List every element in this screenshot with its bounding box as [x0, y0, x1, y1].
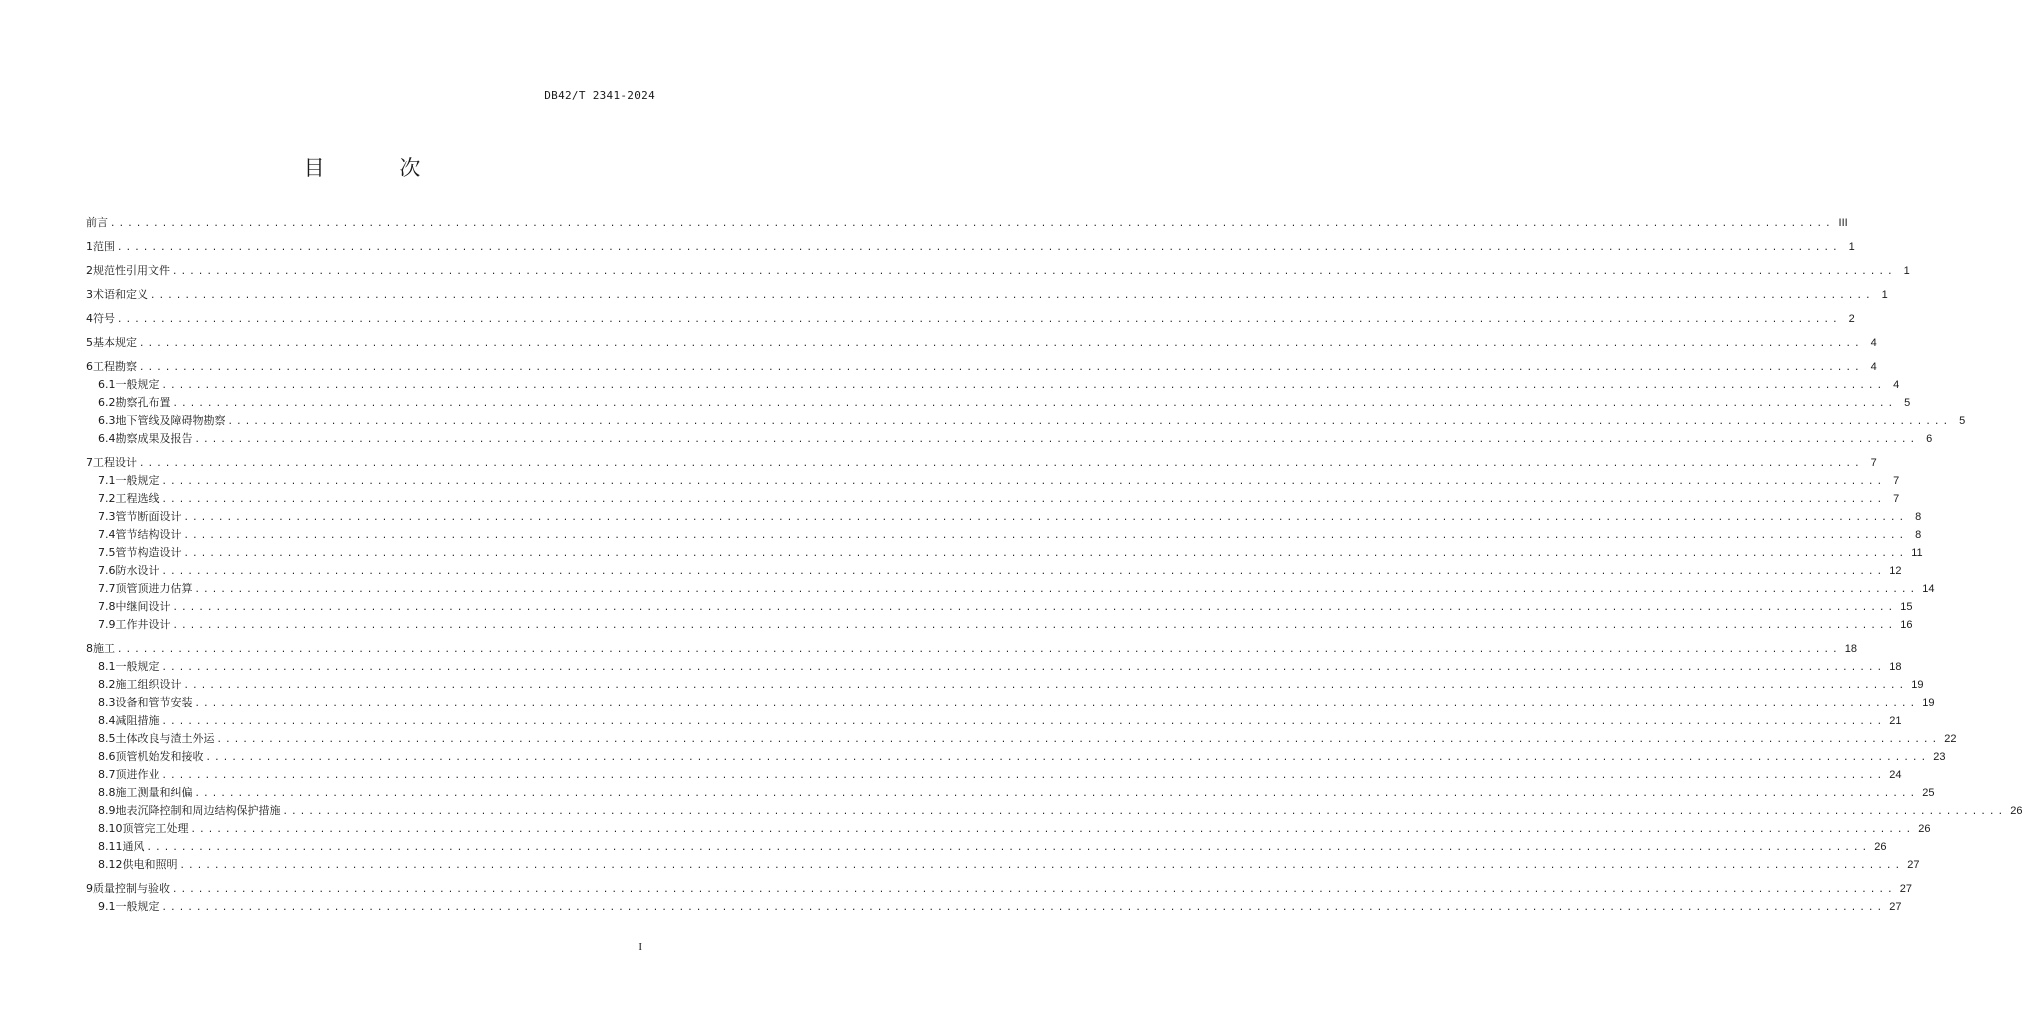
toc-entry[interactable]	[86, 414, 1966, 428]
toc-entry-label: 工作井设计	[115, 618, 171, 631]
toc-entry-label: 顶进作业	[115, 768, 160, 781]
toc-entry-label: 一般规定	[115, 474, 160, 487]
toc-dot-leader: ........................................................................................................................................................................................................	[117, 243, 1841, 253]
toc-entry-number: 6.3	[98, 414, 116, 427]
toc-entry-number: 4	[86, 312, 93, 325]
toc-entry[interactable]	[86, 336, 1877, 350]
toc-dot-leader: ........................................................................................................................................................................................................	[194, 435, 1919, 445]
toc-entry[interactable]	[86, 474, 1900, 488]
toc-entry-number: 7.1	[98, 474, 116, 487]
toc-entry[interactable]	[86, 714, 1902, 728]
toc-entry-label: 基本规定	[93, 336, 137, 349]
toc-entry-page: 4	[1870, 337, 1877, 349]
toc-entry[interactable]	[86, 528, 1922, 542]
toc-dot-leader: ........................................................................................................................................................................................................	[146, 843, 1871, 853]
toc-entry[interactable]	[86, 618, 1913, 632]
toc-entry-page: 5	[1904, 397, 1911, 409]
toc-entry[interactable]	[86, 432, 1933, 446]
toc-entry-page: 27	[1907, 859, 1920, 871]
toc-dot-leader: ........................................................................................................................................................................................................	[161, 903, 1886, 913]
toc-dot-leader: ........................................................................................................................................................................................................	[139, 459, 1863, 469]
toc-entry-page: 14	[1922, 583, 1935, 595]
toc-entry-page: 27	[1899, 883, 1912, 895]
toc-entry-page: 16	[1900, 619, 1913, 631]
toc-entry-label: 地下管线及障碍物勘察	[115, 414, 226, 427]
toc-entry[interactable]	[86, 600, 1913, 614]
toc-entry-number: 9.1	[98, 900, 116, 913]
toc-entry-number: 7.8	[98, 600, 116, 613]
toc-entry-number: 3	[86, 288, 93, 301]
toc-entry-page: 7	[1870, 457, 1877, 469]
toc-entry-label: 供电和照明	[122, 858, 178, 871]
toc-entry[interactable]	[86, 456, 1877, 470]
toc-dot-leader: ........................................................................................................................................................................................................	[110, 219, 1834, 229]
toc-entry-page: 6	[1926, 433, 1933, 445]
toc-entry-label: 地表沉降控制和周边结构保护措施	[115, 804, 281, 817]
toc-entry[interactable]	[86, 732, 1957, 746]
toc-entry-number: 8.10	[98, 822, 123, 835]
footer-page-number: I	[638, 941, 642, 953]
toc-entry[interactable]	[86, 858, 1920, 872]
toc-entry-number: 8.4	[98, 714, 116, 727]
toc-entry-number: 7.3	[98, 510, 116, 523]
toc-entry-number: 8.7	[98, 768, 116, 781]
toc-entry-page: III	[1838, 217, 1848, 229]
toc-entry-label: 管节断面设计	[115, 510, 182, 523]
toc-entry-number: 7.5	[98, 546, 116, 559]
toc-entry-page: 24	[1889, 769, 1902, 781]
toc-entry-page: 21	[1889, 715, 1902, 727]
toc-dot-leader: ........................................................................................................................................................................................................	[161, 717, 1886, 727]
toc-dot-leader: ........................................................................................................................................................................................................	[172, 267, 1896, 277]
toc-entry-label: 顶管完工处理	[122, 822, 189, 835]
toc-dot-leader: ........................................................................................................................................................................................................	[183, 549, 1908, 559]
toc-entry-label: 勘察孔布置	[115, 396, 171, 409]
toc-dot-leader: ........................................................................................................................................................................................................	[161, 567, 1886, 577]
toc-entry-number: 5	[86, 336, 93, 349]
toc-entry[interactable]	[86, 642, 1857, 656]
toc-entry-page: 15	[1900, 601, 1913, 613]
toc-entry-page: 23	[1933, 751, 1946, 763]
toc-dot-leader: ........................................................................................................................................................................................................	[183, 513, 1908, 523]
toc-entry[interactable]	[86, 216, 1848, 230]
toc-entry[interactable]	[86, 696, 1935, 710]
toc-entry-page: 8	[1915, 529, 1922, 541]
toc-dot-leader: ........................................................................................................................................................................................................	[117, 315, 1841, 325]
toc-dot-leader: ........................................................................................................................................................................................................	[172, 621, 1897, 631]
toc-entry[interactable]	[86, 492, 1900, 506]
toc-entry-number: 8.9	[98, 804, 116, 817]
toc-entry-page: 4	[1870, 361, 1877, 373]
toc-entry[interactable]	[86, 264, 1910, 278]
toc-entry-number: 8.6	[98, 750, 116, 763]
toc-dot-leader: ........................................................................................................................................................................................................	[161, 477, 1886, 487]
toc-entry-label: 减阻措施	[115, 714, 160, 727]
page-title: 目 次	[303, 156, 455, 180]
toc-entry-page: 11	[1911, 547, 1923, 559]
toc-dot-leader: ........................................................................................................................................................................................................	[216, 735, 1941, 745]
toc-entry-label: 工程选线	[115, 492, 160, 505]
toc-entry-label: 通风	[122, 840, 145, 853]
toc-entry-label: 设备和管节安装	[115, 696, 193, 709]
toc-entry-label: 规范性引用文件	[93, 264, 170, 277]
toc-entry-number: 7.4	[98, 528, 116, 541]
toc-dot-leader: ........................................................................................................................................................................................................	[172, 603, 1897, 613]
toc-entry-page: 8	[1915, 511, 1922, 523]
toc-entry-label: 土体改良与渣土外运	[115, 732, 215, 745]
toc-entry-number: 1	[86, 240, 93, 253]
toc-entry-number: 7.6	[98, 564, 116, 577]
toc-entry-number: 7.2	[98, 492, 116, 505]
toc-entry-page: 7	[1893, 475, 1900, 487]
toc-entry-page: 26	[2010, 805, 2022, 817]
toc-entry[interactable]	[86, 900, 1902, 914]
toc-entry-label: 一般规定	[115, 378, 160, 391]
toc-entry[interactable]	[86, 564, 1902, 578]
toc-entry[interactable]	[86, 660, 1902, 674]
toc-entry-number: 7.7	[98, 582, 116, 595]
toc-dot-leader: ........................................................................................................................................................................................................	[205, 753, 1930, 763]
toc-entry-page: 27	[1889, 901, 1902, 913]
toc-entry-label: 顶管机始发和接收	[115, 750, 204, 763]
toc-dot-leader: ........................................................................................................................................................................................................	[282, 807, 2007, 817]
toc-entry[interactable]	[86, 240, 1855, 254]
toc-dot-leader: ........................................................................................................................................................................................................	[150, 291, 1874, 301]
toc-dot-leader: ........................................................................................................................................................................................................	[161, 771, 1886, 781]
toc-entry-label: 施工	[93, 642, 115, 655]
toc-entry-number: 8.2	[98, 678, 116, 691]
toc-entry-page: 18	[1844, 643, 1857, 655]
toc-entry-number: 8.12	[98, 858, 123, 871]
toc-entry-number: 7	[86, 456, 93, 469]
toc-entry[interactable]	[86, 546, 1923, 560]
toc-entry-page: 18	[1889, 661, 1902, 673]
toc-entry-label: 管节结构设计	[115, 528, 182, 541]
toc-entry[interactable]	[86, 840, 1887, 854]
toc-entry[interactable]	[86, 288, 1888, 302]
toc-entry[interactable]	[86, 312, 1855, 326]
toc-dot-leader: ........................................................................................................................................................................................................	[179, 861, 1904, 871]
toc-entry[interactable]	[86, 582, 1935, 596]
toc-entry-number: 8.1	[98, 660, 116, 673]
toc-entry-page: 1	[1848, 241, 1855, 253]
toc-entry-number: 2	[86, 264, 93, 277]
toc-entry-label: 术语和定义	[93, 288, 148, 301]
toc-dot-leader: ........................................................................................................................................................................................................	[194, 585, 1919, 595]
toc-entry-number: 6.2	[98, 396, 116, 409]
toc-entry-label: 顶管顶进力估算	[115, 582, 193, 595]
toc-entry-number: 7.9	[98, 618, 116, 631]
toc-entry-page: 26	[1874, 841, 1887, 853]
toc-entry-label: 施工组织设计	[115, 678, 182, 691]
toc-entry-label: 一般规定	[115, 900, 160, 913]
toc-entry[interactable]	[86, 768, 1902, 782]
toc-entry-page: 5	[1959, 415, 1966, 427]
toc-dot-leader: ........................................................................................................................................................................................................	[183, 531, 1908, 541]
toc-dot-leader: ........................................................................................................................................................................................................	[161, 663, 1886, 673]
toc-dot-leader: ........................................................................................................................................................................................................	[190, 825, 1915, 835]
toc-entry-number: 8.5	[98, 732, 116, 745]
toc-dot-leader: ........................................................................................................................................................................................................	[139, 339, 1863, 349]
toc-entry-page: 25	[1922, 787, 1935, 799]
toc-entry[interactable]	[86, 360, 1877, 374]
toc-entry-page: 26	[1918, 823, 1931, 835]
toc-dot-leader: ........................................................................................................................................................................................................	[161, 495, 1886, 505]
toc-dot-leader: ........................................................................................................................................................................................................	[194, 789, 1919, 799]
toc-entry[interactable]	[86, 822, 1931, 836]
toc-entry-page: 4	[1893, 379, 1900, 391]
toc-entry-label: 勘察成果及报告	[115, 432, 193, 445]
toc-entry-label: 工程勘察	[93, 360, 137, 373]
toc-entry-label: 管节构造设计	[115, 546, 182, 559]
toc-dot-leader: ........................................................................................................................................................................................................	[161, 381, 1886, 391]
toc-entry-label: 范围	[93, 240, 115, 253]
toc-dot-leader: ........................................................................................................................................................................................................	[183, 681, 1908, 691]
toc-dot-leader: ........................................................................................................................................................................................................	[117, 645, 1841, 655]
toc-entry-page: 1	[1881, 289, 1888, 301]
toc-entry-page: 7	[1893, 493, 1900, 505]
toc-entry-number: 8.11	[98, 840, 123, 853]
toc-entry[interactable]	[86, 678, 1924, 692]
toc-entry[interactable]	[86, 804, 2022, 818]
toc-entry-number: 9	[86, 882, 93, 895]
toc-entry-number: 8.8	[98, 786, 116, 799]
toc-entry-page: 2	[1848, 313, 1855, 325]
toc-entry-label: 一般规定	[115, 660, 160, 673]
toc-entry-number: 6.1	[98, 378, 116, 391]
toc-entry-label: 中继间设计	[115, 600, 171, 613]
toc-entry[interactable]	[86, 396, 1911, 410]
toc-entry[interactable]	[86, 378, 1900, 392]
toc-entry-label: 施工测量和纠偏	[115, 786, 193, 799]
toc-dot-leader: ........................................................................................................................................................................................................	[172, 399, 1897, 409]
toc-dot-leader: ........................................................................................................................................................................................................	[194, 699, 1919, 709]
toc-entry[interactable]	[86, 786, 1935, 800]
toc-entry-number: 6	[86, 360, 93, 373]
toc-entry-label: 质量控制与验收	[93, 882, 170, 895]
toc-entry[interactable]	[86, 750, 1946, 764]
toc-dot-leader: ........................................................................................................................................................................................................	[227, 417, 1952, 427]
toc-entry-page: 22	[1944, 733, 1957, 745]
toc-entry[interactable]	[86, 882, 1912, 896]
toc-entry-page: 19	[1922, 697, 1935, 709]
toc-entry-page: 12	[1889, 565, 1902, 577]
toc-entry-label: 工程设计	[93, 456, 137, 469]
toc-entry-number: 8	[86, 642, 93, 655]
toc-entry-number: 6.4	[98, 432, 116, 445]
toc-entry-label: 符号	[93, 312, 115, 325]
toc-entry-label: 前言	[86, 216, 108, 229]
document-code: DB42/T 2341-2024	[544, 89, 655, 102]
toc-entry[interactable]	[86, 510, 1922, 524]
toc-entry-page: 1	[1903, 265, 1910, 277]
toc-dot-leader: ........................................................................................................................................................................................................	[172, 885, 1896, 895]
toc-entry-label: 防水设计	[115, 564, 160, 577]
toc-entry-number: 8.3	[98, 696, 116, 709]
toc-dot-leader: ........................................................................................................................................................................................................	[139, 363, 1863, 373]
toc-entry-page: 19	[1911, 679, 1924, 691]
